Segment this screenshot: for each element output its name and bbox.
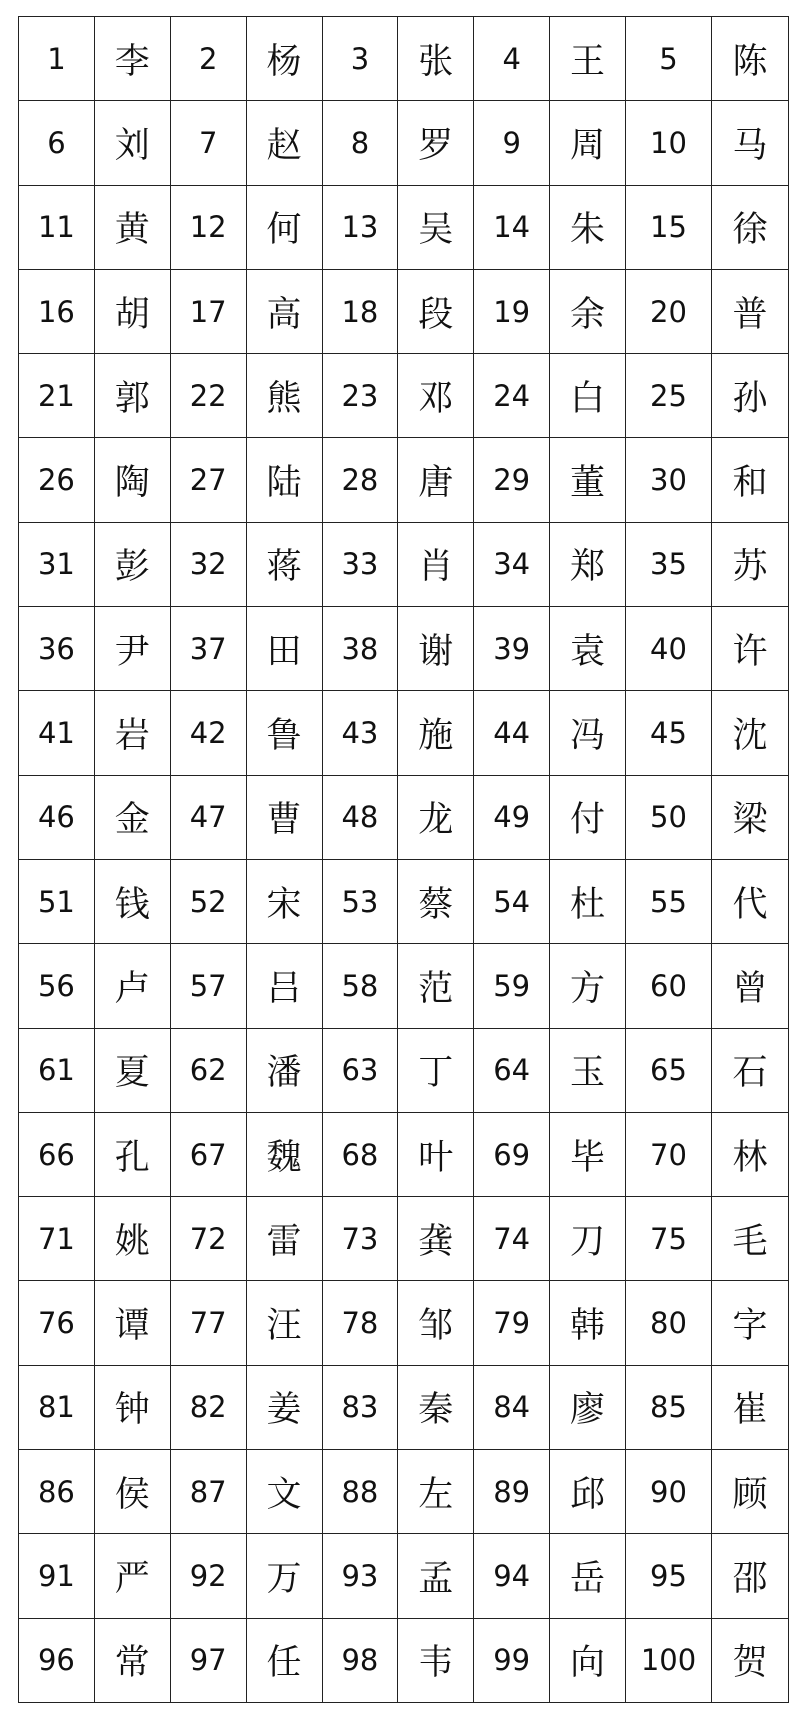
table-row — [19, 1028, 789, 1112]
rank-number-cell: 20 — [626, 269, 712, 353]
rank-number-cell: 2 — [170, 17, 246, 101]
rank-number-cell: 51 — [19, 859, 95, 943]
rank-number-cell: 79 — [474, 1281, 550, 1365]
rank-number-cell: 11 — [19, 185, 95, 269]
rank-number-cell: 30 — [626, 438, 712, 522]
surname-cell: 王 — [550, 17, 626, 101]
surname-cell: 常 — [94, 1618, 170, 1702]
surname-cell: 文 — [246, 1450, 322, 1534]
rank-number-cell: 92 — [170, 1534, 246, 1618]
surname-cell: 岳 — [550, 1534, 626, 1618]
rank-number-cell: 3 — [322, 17, 398, 101]
rank-number-cell: 77 — [170, 1281, 246, 1365]
surname-cell: 彭 — [94, 522, 170, 606]
surname-ranking-table — [18, 16, 789, 1703]
rank-number-cell: 44 — [474, 691, 550, 775]
surname-cell: 姚 — [94, 1197, 170, 1281]
rank-number-cell: 36 — [19, 607, 95, 691]
surname-cell: 玉 — [550, 1028, 626, 1112]
surname-cell: 董 — [550, 438, 626, 522]
surname-cell: 刀 — [550, 1197, 626, 1281]
rank-number-cell: 26 — [19, 438, 95, 522]
surname-cell: 和 — [712, 438, 789, 522]
rank-number-cell: 25 — [626, 354, 712, 438]
surname-cell: 邓 — [398, 354, 474, 438]
table-row — [19, 1534, 789, 1618]
table-row — [19, 185, 789, 269]
rank-number-cell: 94 — [474, 1534, 550, 1618]
rank-number-cell: 97 — [170, 1618, 246, 1702]
surname-cell: 叶 — [398, 1112, 474, 1196]
surname-cell: 刘 — [94, 101, 170, 185]
table-row — [19, 438, 789, 522]
surname-cell: 岩 — [94, 691, 170, 775]
rank-number-cell: 95 — [626, 1534, 712, 1618]
surname-cell: 龚 — [398, 1197, 474, 1281]
surname-cell: 左 — [398, 1450, 474, 1534]
rank-number-cell: 28 — [322, 438, 398, 522]
rank-number-cell: 54 — [474, 859, 550, 943]
rank-number-cell: 82 — [170, 1365, 246, 1449]
rank-number-cell: 10 — [626, 101, 712, 185]
surname-cell: 赵 — [246, 101, 322, 185]
rank-number-cell: 81 — [19, 1365, 95, 1449]
rank-number-cell: 43 — [322, 691, 398, 775]
surname-cell: 汪 — [246, 1281, 322, 1365]
surname-cell: 韩 — [550, 1281, 626, 1365]
surname-cell: 范 — [398, 944, 474, 1028]
rank-number-cell: 56 — [19, 944, 95, 1028]
rank-number-cell: 40 — [626, 607, 712, 691]
surname-cell: 梁 — [712, 775, 789, 859]
surname-cell: 代 — [712, 859, 789, 943]
rank-number-cell: 31 — [19, 522, 95, 606]
rank-number-cell: 53 — [322, 859, 398, 943]
rank-number-cell: 80 — [626, 1281, 712, 1365]
surname-cell: 熊 — [246, 354, 322, 438]
surname-cell: 郭 — [94, 354, 170, 438]
surname-cell: 陆 — [246, 438, 322, 522]
surname-cell: 宋 — [246, 859, 322, 943]
rank-number-cell: 23 — [322, 354, 398, 438]
surname-cell: 崔 — [712, 1365, 789, 1449]
table-row — [19, 691, 789, 775]
surname-cell: 施 — [398, 691, 474, 775]
rank-number-cell: 6 — [19, 101, 95, 185]
surname-cell: 唐 — [398, 438, 474, 522]
surname-cell: 谢 — [398, 607, 474, 691]
rank-number-cell: 13 — [322, 185, 398, 269]
rank-number-cell: 18 — [322, 269, 398, 353]
surname-cell: 沈 — [712, 691, 789, 775]
surname-cell: 何 — [246, 185, 322, 269]
surname-cell: 李 — [94, 17, 170, 101]
surname-cell: 龙 — [398, 775, 474, 859]
rank-number-cell: 90 — [626, 1450, 712, 1534]
surname-cell: 陈 — [712, 17, 789, 101]
rank-number-cell: 24 — [474, 354, 550, 438]
table-row — [19, 269, 789, 353]
table-row — [19, 1365, 789, 1449]
surname-cell: 黄 — [94, 185, 170, 269]
rank-number-cell: 67 — [170, 1112, 246, 1196]
surname-cell: 邵 — [712, 1534, 789, 1618]
surname-cell: 向 — [550, 1618, 626, 1702]
table-row — [19, 1112, 789, 1196]
rank-number-cell: 48 — [322, 775, 398, 859]
surname-cell: 杨 — [246, 17, 322, 101]
surname-cell: 鲁 — [246, 691, 322, 775]
rank-number-cell: 74 — [474, 1197, 550, 1281]
rank-number-cell: 1 — [19, 17, 95, 101]
table-row — [19, 607, 789, 691]
rank-number-cell: 93 — [322, 1534, 398, 1618]
surname-cell: 袁 — [550, 607, 626, 691]
table-row — [19, 1450, 789, 1534]
rank-number-cell: 12 — [170, 185, 246, 269]
rank-number-cell: 47 — [170, 775, 246, 859]
surname-cell: 田 — [246, 607, 322, 691]
surname-cell: 孟 — [398, 1534, 474, 1618]
rank-number-cell: 60 — [626, 944, 712, 1028]
surname-cell: 雷 — [246, 1197, 322, 1281]
rank-number-cell: 88 — [322, 1450, 398, 1534]
surname-cell: 丁 — [398, 1028, 474, 1112]
rank-number-cell: 70 — [626, 1112, 712, 1196]
rank-number-cell: 52 — [170, 859, 246, 943]
table-row — [19, 522, 789, 606]
surname-cell: 邱 — [550, 1450, 626, 1534]
rank-number-cell: 86 — [19, 1450, 95, 1534]
rank-number-cell: 50 — [626, 775, 712, 859]
rank-number-cell: 19 — [474, 269, 550, 353]
rank-number-cell: 17 — [170, 269, 246, 353]
rank-number-cell: 46 — [19, 775, 95, 859]
table-row — [19, 1281, 789, 1365]
rank-number-cell: 16 — [19, 269, 95, 353]
surname-cell: 曾 — [712, 944, 789, 1028]
rank-number-cell: 78 — [322, 1281, 398, 1365]
surname-cell: 姜 — [246, 1365, 322, 1449]
surname-cell: 方 — [550, 944, 626, 1028]
rank-number-cell: 55 — [626, 859, 712, 943]
surname-cell: 肖 — [398, 522, 474, 606]
rank-number-cell: 68 — [322, 1112, 398, 1196]
surname-cell: 潘 — [246, 1028, 322, 1112]
table-row — [19, 1618, 789, 1702]
rank-number-cell: 37 — [170, 607, 246, 691]
surname-cell: 白 — [550, 354, 626, 438]
surname-cell: 许 — [712, 607, 789, 691]
surname-cell: 侯 — [94, 1450, 170, 1534]
surname-cell: 廖 — [550, 1365, 626, 1449]
rank-number-cell: 45 — [626, 691, 712, 775]
surname-cell: 韦 — [398, 1618, 474, 1702]
rank-number-cell: 8 — [322, 101, 398, 185]
surname-cell: 尹 — [94, 607, 170, 691]
surname-cell: 徐 — [712, 185, 789, 269]
surname-cell: 字 — [712, 1281, 789, 1365]
surname-cell: 夏 — [94, 1028, 170, 1112]
rank-number-cell: 63 — [322, 1028, 398, 1112]
surname-cell: 任 — [246, 1618, 322, 1702]
rank-number-cell: 42 — [170, 691, 246, 775]
rank-number-cell: 61 — [19, 1028, 95, 1112]
surname-cell: 秦 — [398, 1365, 474, 1449]
rank-number-cell: 5 — [626, 17, 712, 101]
rank-number-cell: 62 — [170, 1028, 246, 1112]
surname-cell: 石 — [712, 1028, 789, 1112]
rank-number-cell: 9 — [474, 101, 550, 185]
surname-cell: 严 — [94, 1534, 170, 1618]
surname-cell: 马 — [712, 101, 789, 185]
rank-number-cell: 59 — [474, 944, 550, 1028]
rank-number-cell: 85 — [626, 1365, 712, 1449]
rank-number-cell: 99 — [474, 1618, 550, 1702]
surname-cell: 段 — [398, 269, 474, 353]
rank-number-cell: 41 — [19, 691, 95, 775]
rank-number-cell: 4 — [474, 17, 550, 101]
table-row — [19, 17, 789, 101]
surname-cell: 苏 — [712, 522, 789, 606]
surname-cell: 谭 — [94, 1281, 170, 1365]
rank-number-cell: 14 — [474, 185, 550, 269]
surname-cell: 金 — [94, 775, 170, 859]
rank-number-cell: 34 — [474, 522, 550, 606]
rank-number-cell: 38 — [322, 607, 398, 691]
table-row — [19, 101, 789, 185]
rank-number-cell: 7 — [170, 101, 246, 185]
rank-number-cell: 72 — [170, 1197, 246, 1281]
rank-number-cell: 91 — [19, 1534, 95, 1618]
surname-cell: 钟 — [94, 1365, 170, 1449]
surname-cell: 陶 — [94, 438, 170, 522]
surname-cell: 贺 — [712, 1618, 789, 1702]
surname-cell: 朱 — [550, 185, 626, 269]
rank-number-cell: 65 — [626, 1028, 712, 1112]
surname-cell: 付 — [550, 775, 626, 859]
rank-number-cell: 32 — [170, 522, 246, 606]
surname-cell: 胡 — [94, 269, 170, 353]
surname-cell: 高 — [246, 269, 322, 353]
rank-number-cell: 35 — [626, 522, 712, 606]
rank-number-cell: 49 — [474, 775, 550, 859]
surname-cell: 毛 — [712, 1197, 789, 1281]
rank-number-cell: 22 — [170, 354, 246, 438]
rank-number-cell: 58 — [322, 944, 398, 1028]
rank-number-cell: 96 — [19, 1618, 95, 1702]
surname-cell: 曹 — [246, 775, 322, 859]
rank-number-cell: 39 — [474, 607, 550, 691]
rank-number-cell: 66 — [19, 1112, 95, 1196]
rank-number-cell: 69 — [474, 1112, 550, 1196]
surname-cell: 余 — [550, 269, 626, 353]
rank-number-cell: 100 — [626, 1618, 712, 1702]
surname-cell: 吕 — [246, 944, 322, 1028]
surname-cell: 钱 — [94, 859, 170, 943]
rank-number-cell: 87 — [170, 1450, 246, 1534]
rank-number-cell: 84 — [474, 1365, 550, 1449]
rank-number-cell: 71 — [19, 1197, 95, 1281]
table-row — [19, 354, 789, 438]
table-row — [19, 775, 789, 859]
rank-number-cell: 76 — [19, 1281, 95, 1365]
surname-cell: 林 — [712, 1112, 789, 1196]
rank-number-cell: 98 — [322, 1618, 398, 1702]
rank-number-cell: 89 — [474, 1450, 550, 1534]
surname-cell: 张 — [398, 17, 474, 101]
surname-cell: 孙 — [712, 354, 789, 438]
rank-number-cell: 57 — [170, 944, 246, 1028]
surname-cell: 杜 — [550, 859, 626, 943]
surname-cell: 罗 — [398, 101, 474, 185]
surname-cell: 卢 — [94, 944, 170, 1028]
table-row — [19, 944, 789, 1028]
surname-cell: 毕 — [550, 1112, 626, 1196]
table-row — [19, 859, 789, 943]
rank-number-cell: 75 — [626, 1197, 712, 1281]
rank-number-cell: 15 — [626, 185, 712, 269]
rank-number-cell: 64 — [474, 1028, 550, 1112]
surname-cell: 周 — [550, 101, 626, 185]
rank-number-cell: 29 — [474, 438, 550, 522]
surname-cell: 郑 — [550, 522, 626, 606]
surname-cell: 魏 — [246, 1112, 322, 1196]
surname-cell: 孔 — [94, 1112, 170, 1196]
surname-cell: 蒋 — [246, 522, 322, 606]
table-body — [19, 17, 789, 1703]
surname-cell: 蔡 — [398, 859, 474, 943]
surname-cell: 普 — [712, 269, 789, 353]
surname-cell: 冯 — [550, 691, 626, 775]
table-row — [19, 1197, 789, 1281]
rank-number-cell: 27 — [170, 438, 246, 522]
surname-cell: 邹 — [398, 1281, 474, 1365]
rank-number-cell: 73 — [322, 1197, 398, 1281]
surname-cell: 顾 — [712, 1450, 789, 1534]
surname-cell: 吴 — [398, 185, 474, 269]
rank-number-cell: 33 — [322, 522, 398, 606]
rank-number-cell: 83 — [322, 1365, 398, 1449]
surname-cell: 万 — [246, 1534, 322, 1618]
rank-number-cell: 21 — [19, 354, 95, 438]
